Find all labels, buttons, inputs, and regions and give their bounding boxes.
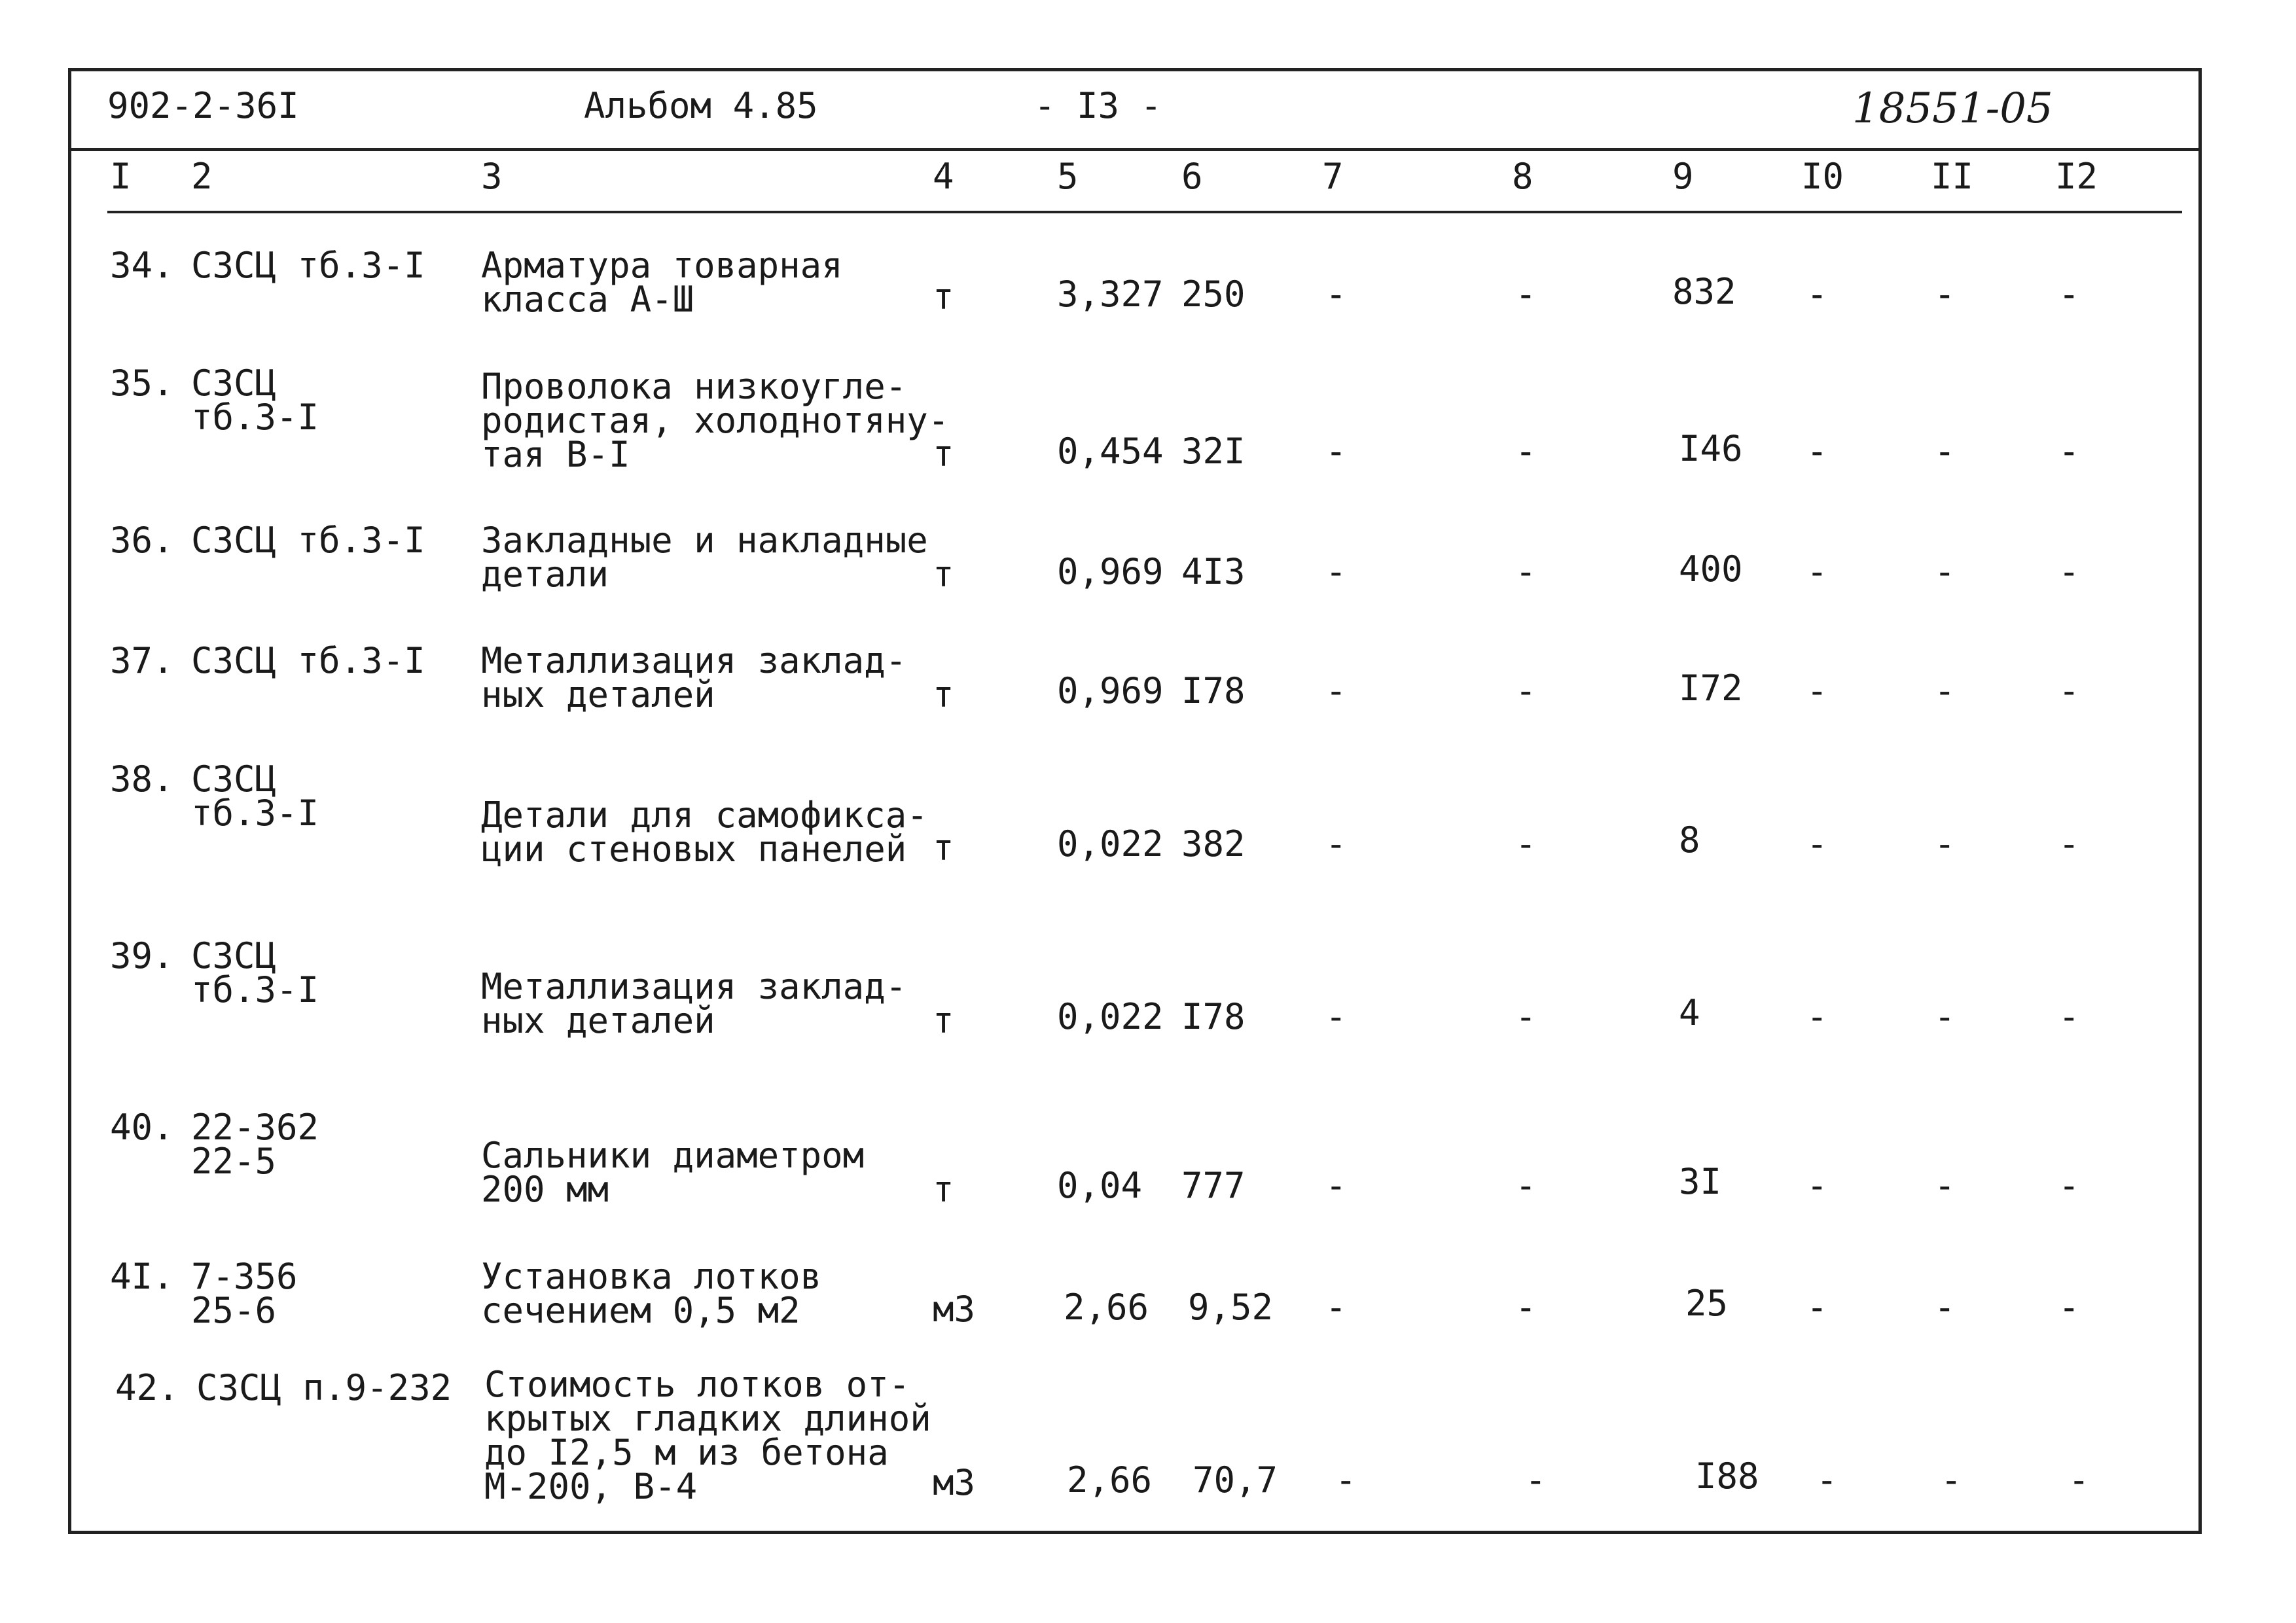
row-quantity: 2,66 <box>1064 1287 1149 1328</box>
row-price: 70,7 <box>1193 1459 1278 1501</box>
row-col8: - <box>1525 1459 1547 1501</box>
row-description: Металлизация заклад- ных деталей <box>481 966 907 1041</box>
row-col10: - <box>1806 274 1828 315</box>
row-col7: - <box>1325 1287 1347 1328</box>
row-col8: - <box>1515 1165 1537 1206</box>
row-total: 400 <box>1679 548 1743 590</box>
row-col11: - <box>1934 431 1956 472</box>
row-number: 39. <box>110 935 174 976</box>
row-description: Сальники диаметром 200 мм <box>481 1135 865 1210</box>
row-col12: - <box>2058 431 2080 472</box>
row-reference: СЗСЦ тб.3-I <box>191 935 319 1010</box>
row-col8: - <box>1515 551 1537 592</box>
row-price: I78 <box>1181 670 1246 711</box>
row-unit: т <box>933 1000 954 1041</box>
row-col7: - <box>1325 274 1347 315</box>
row-col12: - <box>2058 823 2080 865</box>
row-description: Детали для самофикса- ции стеновых панелей <box>481 794 928 870</box>
row-reference: СЗСЦ тб.3-I <box>191 520 425 561</box>
column-number-12: I2 <box>2055 156 2098 197</box>
row-col12: - <box>2058 274 2080 315</box>
row-col12: - <box>2058 996 2080 1037</box>
row-unit: т <box>933 276 954 317</box>
column-number-7: 7 <box>1322 156 1344 197</box>
column-number-11: II <box>1931 156 1974 197</box>
row-price: 382 <box>1181 823 1246 865</box>
row-reference: СЗСЦ тб.3-I <box>191 245 425 286</box>
row-col8: - <box>1515 823 1537 865</box>
row-col12: - <box>2058 1165 2080 1206</box>
row-number: 35. <box>110 363 174 404</box>
row-col11: - <box>1934 1287 1956 1328</box>
row-quantity: 0,022 <box>1057 996 1164 1037</box>
document-code: 902-2-36I <box>107 85 299 126</box>
row-total: 8 <box>1679 819 1700 861</box>
row-unit: м3 <box>933 1289 976 1330</box>
row-unit: т <box>933 433 954 474</box>
row-total: I46 <box>1679 428 1743 469</box>
row-total: I72 <box>1679 668 1743 709</box>
row-total: 3I <box>1679 1161 1722 1202</box>
column-number-10: I0 <box>1801 156 1844 197</box>
row-col10: - <box>1816 1459 1838 1501</box>
row-total: 25 <box>1685 1283 1729 1324</box>
row-col10: - <box>1806 1287 1828 1328</box>
row-col11: - <box>1934 1165 1956 1206</box>
row-number: 40. <box>110 1107 174 1148</box>
row-col12: - <box>2058 551 2080 592</box>
row-col7: - <box>1325 823 1347 865</box>
row-total: 832 <box>1672 271 1736 312</box>
column-number-8: 8 <box>1512 156 1534 197</box>
row-number: 42. <box>115 1367 179 1408</box>
row-col11: - <box>1934 670 1956 711</box>
column-number-6: 6 <box>1181 156 1203 197</box>
row-description: Проволока низкоугле- родистая, холоднотяну- тая В-I <box>481 366 950 475</box>
row-price: 250 <box>1181 274 1246 315</box>
row-col8: - <box>1515 996 1537 1037</box>
row-col12: - <box>2058 1287 2080 1328</box>
header-divider <box>68 148 2202 151</box>
row-quantity: 0,969 <box>1057 551 1164 592</box>
row-col11: - <box>1934 274 1956 315</box>
row-total: 4 <box>1679 992 1700 1033</box>
row-number: 36. <box>110 520 174 561</box>
handwritten-number: 18551-05 <box>1852 84 2053 133</box>
row-price: 32I <box>1181 431 1246 472</box>
row-price: I78 <box>1181 996 1246 1037</box>
row-col7: - <box>1325 1165 1347 1206</box>
row-description: Закладные и накладные детали <box>481 520 928 595</box>
row-col7: - <box>1325 431 1347 472</box>
row-col7: - <box>1325 551 1347 592</box>
row-price: 4I3 <box>1181 551 1246 592</box>
row-reference: СЗСЦ тб.3-I <box>191 758 319 834</box>
row-col10: - <box>1806 551 1828 592</box>
row-col7: - <box>1325 670 1347 711</box>
row-col12: - <box>2058 670 2080 711</box>
row-number: 4I. <box>110 1256 174 1297</box>
row-quantity: 3,327 <box>1057 274 1164 315</box>
column-number-1: I <box>110 156 132 197</box>
column-number-2: 2 <box>191 156 213 197</box>
row-col11: - <box>1934 823 1956 865</box>
row-unit: т <box>933 1169 954 1210</box>
row-col8: - <box>1515 1287 1537 1328</box>
column-number-9: 9 <box>1672 156 1694 197</box>
row-col8: - <box>1515 670 1537 711</box>
row-unit: т <box>933 554 954 595</box>
row-reference: СЗСЦ п.9-232 <box>196 1367 452 1408</box>
row-reference: 7-356 25-6 <box>191 1256 298 1331</box>
row-unit: т <box>933 827 954 868</box>
row-reference: СЗСЦ тб.3-I <box>191 640 425 681</box>
row-description: Арматура товарная класса А-Ш <box>481 245 843 320</box>
row-description: Стоимость лотков от- крытых гладких длиной до I2,5 м из бетона М-200, В-4 <box>484 1364 931 1507</box>
row-quantity: 0,04 <box>1057 1165 1143 1206</box>
row-quantity: 0,022 <box>1057 823 1164 865</box>
page-number: - I3 - <box>1034 85 1162 126</box>
row-col7: - <box>1325 996 1347 1037</box>
row-col8: - <box>1515 274 1537 315</box>
row-description: Установка лотков сечением 0,5 м2 <box>481 1256 822 1331</box>
row-price: 9,52 <box>1188 1287 1274 1328</box>
column-number-5: 5 <box>1057 156 1079 197</box>
column-number-4: 4 <box>933 156 954 197</box>
album-label: Альбом 4.85 <box>584 85 818 126</box>
row-quantity: 2,66 <box>1067 1459 1153 1501</box>
row-reference: СЗСЦ тб.3-I <box>191 363 319 438</box>
row-reference: 22-362 22-5 <box>191 1107 319 1182</box>
row-unit: м3 <box>933 1462 976 1503</box>
row-col8: - <box>1515 431 1537 472</box>
row-col10: - <box>1806 996 1828 1037</box>
row-col11: - <box>1941 1459 1962 1501</box>
row-number: 38. <box>110 758 174 800</box>
row-col10: - <box>1806 670 1828 711</box>
row-number: 37. <box>110 640 174 681</box>
row-total: I88 <box>1695 1455 1759 1497</box>
row-col10: - <box>1806 1165 1828 1206</box>
row-unit: т <box>933 674 954 715</box>
column-number-3: 3 <box>481 156 503 197</box>
row-col10: - <box>1806 431 1828 472</box>
row-quantity: 0,454 <box>1057 431 1164 472</box>
row-description: Металлизация заклад- ных деталей <box>481 640 907 715</box>
column-header-divider <box>107 211 2182 213</box>
row-price: 777 <box>1181 1165 1246 1206</box>
row-col10: - <box>1806 823 1828 865</box>
row-col12: - <box>2068 1459 2090 1501</box>
row-col11: - <box>1934 996 1956 1037</box>
row-col11: - <box>1934 551 1956 592</box>
row-number: 34. <box>110 245 174 286</box>
row-quantity: 0,969 <box>1057 670 1164 711</box>
row-col7: - <box>1335 1459 1357 1501</box>
